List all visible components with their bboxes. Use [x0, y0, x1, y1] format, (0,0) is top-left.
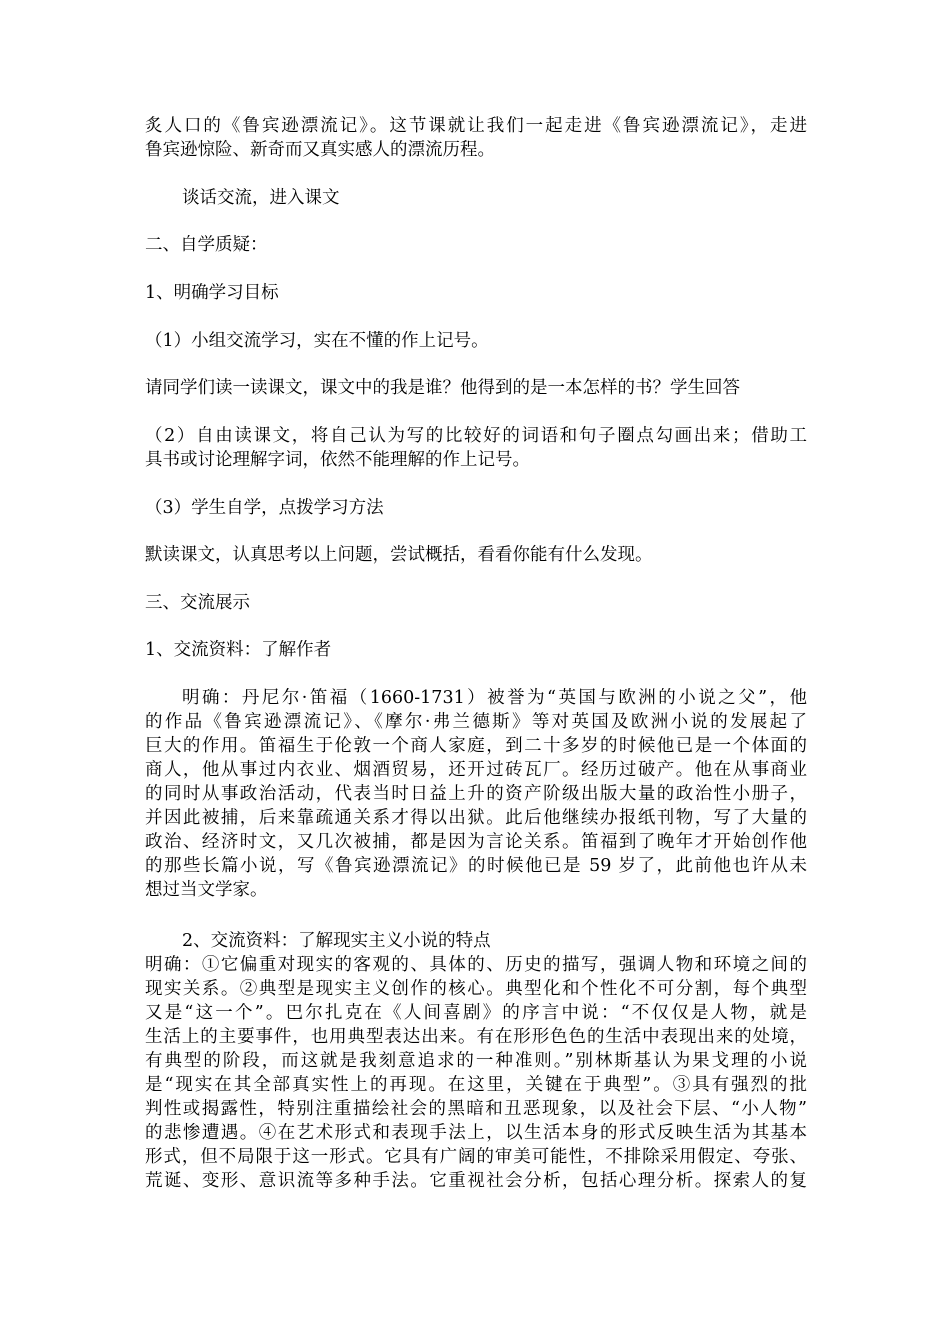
- realism-paragraph: [145, 953, 807, 1193]
- author-line-7: 政治、经济时文，又几次被捕，都是因为言论关系。笛福到了晚年才开始创作他: [145, 832, 807, 852]
- realism-line-2: 现实关系。②典型是现实主义创作的核心。典型化和个性化不可分割，每个典型: [145, 979, 807, 999]
- exchange-2-heading-text: 2、交流资料：了解现实主义小说的特点: [182, 931, 491, 951]
- step-1: [145, 329, 807, 353]
- item-1-heading: [145, 281, 807, 305]
- step-2-line-1: （2）自由读课文，将自己认为写的比较好的词语和句子圈点勾画出来；借助工: [145, 426, 807, 446]
- intro-line-2: 鲁宾逊惊险、新奇而又真实感人的漂流历程。: [145, 140, 495, 160]
- step-3: [145, 496, 807, 520]
- realism-line-10: 荒诞、变形、意识流等多种手法。它重视社会分析，包括心理分析。探索人的复: [145, 1171, 807, 1191]
- author-line-1: 明确：丹尼尔·笛福（1660-1731）被誉为“英国与欧洲的小说之父”，他: [182, 688, 807, 708]
- talk-heading-text: 谈话交流，进入课文: [182, 188, 340, 208]
- author-line-6: 并因此被捕，后来靠疏通关系才得以出狱。此后他继续办报纸刊物，写了大量的: [145, 808, 807, 828]
- realism-line-6: 是“现实在其全部真实性上的再现。在这里，关键在于典型”。③具有强烈的批: [145, 1075, 807, 1095]
- realism-line-8: 的悲惨遭遇。④在艺术形式和表现手法上，以生活本身的形式反映生活为其基本: [145, 1123, 807, 1143]
- author-line-2: 的作品《鲁宾逊漂流记》、《摩尔·弗兰德斯》等对英国及欧洲小说的发展起了: [145, 712, 807, 732]
- realism-line-5: 有典型的阶段，而这就是我刻意追求的一种准则。”别林斯基认为果戈理的小说: [145, 1051, 807, 1071]
- exchange-1-heading-text: 1、交流资料：了解作者: [145, 640, 332, 660]
- author-line-3: 巨大的作用。笛福生于伦敦一个商人家庭，到二十多岁的时候他已是一个体面的: [145, 736, 807, 756]
- step-2-line-2: 具书或讨论理解字词，依然不能理解的作上记号。: [145, 450, 530, 470]
- exchange-2-heading: [182, 929, 844, 953]
- intro-line-1: 炙人口的《鲁宾逊漂流记》。这节课就让我们一起走进《鲁宾逊漂流记》，走进: [145, 116, 807, 136]
- step-1-text: （1）小组交流学习，实在不懂的作上记号。: [145, 331, 489, 351]
- realism-line-7: 判性或揭露性，特别注重描绘社会的黑暗和丑恶现象，以及社会下层、“小人物”: [145, 1099, 807, 1119]
- author-line-4: 商人，他从事过内衣业、烟酒贸易，还开过砖瓦厂。经历过破产。他在从事商业: [145, 760, 807, 780]
- question-text-line: 请同学们读一读课文，课文中的我是谁？他得到的是一本怎样的书？学生回答: [145, 378, 740, 398]
- realism-line-9: 形式，但不局限于这一形式。它具有广阔的审美可能性，不排除采用假定、夸张、: [145, 1147, 807, 1167]
- realism-line-1: 明确：①它偏重对现实的客观的、具体的、历史的描写，强调人物和环境之间的: [145, 955, 807, 975]
- section-2-heading-text: 二、自学质疑：: [145, 235, 268, 255]
- realism-line-4: 生活上的主要事件，也用典型表达出来。有在形形色色的生活中表现出来的处境，: [145, 1027, 807, 1047]
- author-line-8: 的那些长篇小说，写《鲁宾逊漂流记》的时候他已是 59 岁了，此前他也许从未: [145, 856, 807, 876]
- author-paragraph: [145, 686, 807, 902]
- section-2-heading: [145, 233, 807, 257]
- section-3-heading: [145, 591, 807, 615]
- item-1-heading-text: 1、明确学习目标: [145, 283, 279, 303]
- author-line-9: 想过当文学家。: [145, 880, 268, 900]
- step-2: [145, 424, 807, 472]
- intro-paragraph: [145, 114, 807, 162]
- section-3-heading-text: 三、交流展示: [145, 593, 250, 613]
- talk-heading: [182, 186, 844, 210]
- question-text: [145, 376, 807, 400]
- step-3-text: （3）学生自学，点拨学习方法: [145, 498, 384, 518]
- silent-read: [145, 543, 807, 567]
- exchange-1-heading: [145, 638, 807, 662]
- realism-line-3: 又是“这一个”。巴尔扎克在《人间喜剧》的序言中说：“不仅仅是人物，就是: [145, 1003, 807, 1023]
- silent-read-text: 默读课文，认真思考以上问题，尝试概括，看看你能有什么发现。: [145, 545, 653, 565]
- author-line-5: 的同时从事政治活动，代表当时日益上升的资产阶级出版大量的政治性小册子，: [145, 784, 807, 804]
